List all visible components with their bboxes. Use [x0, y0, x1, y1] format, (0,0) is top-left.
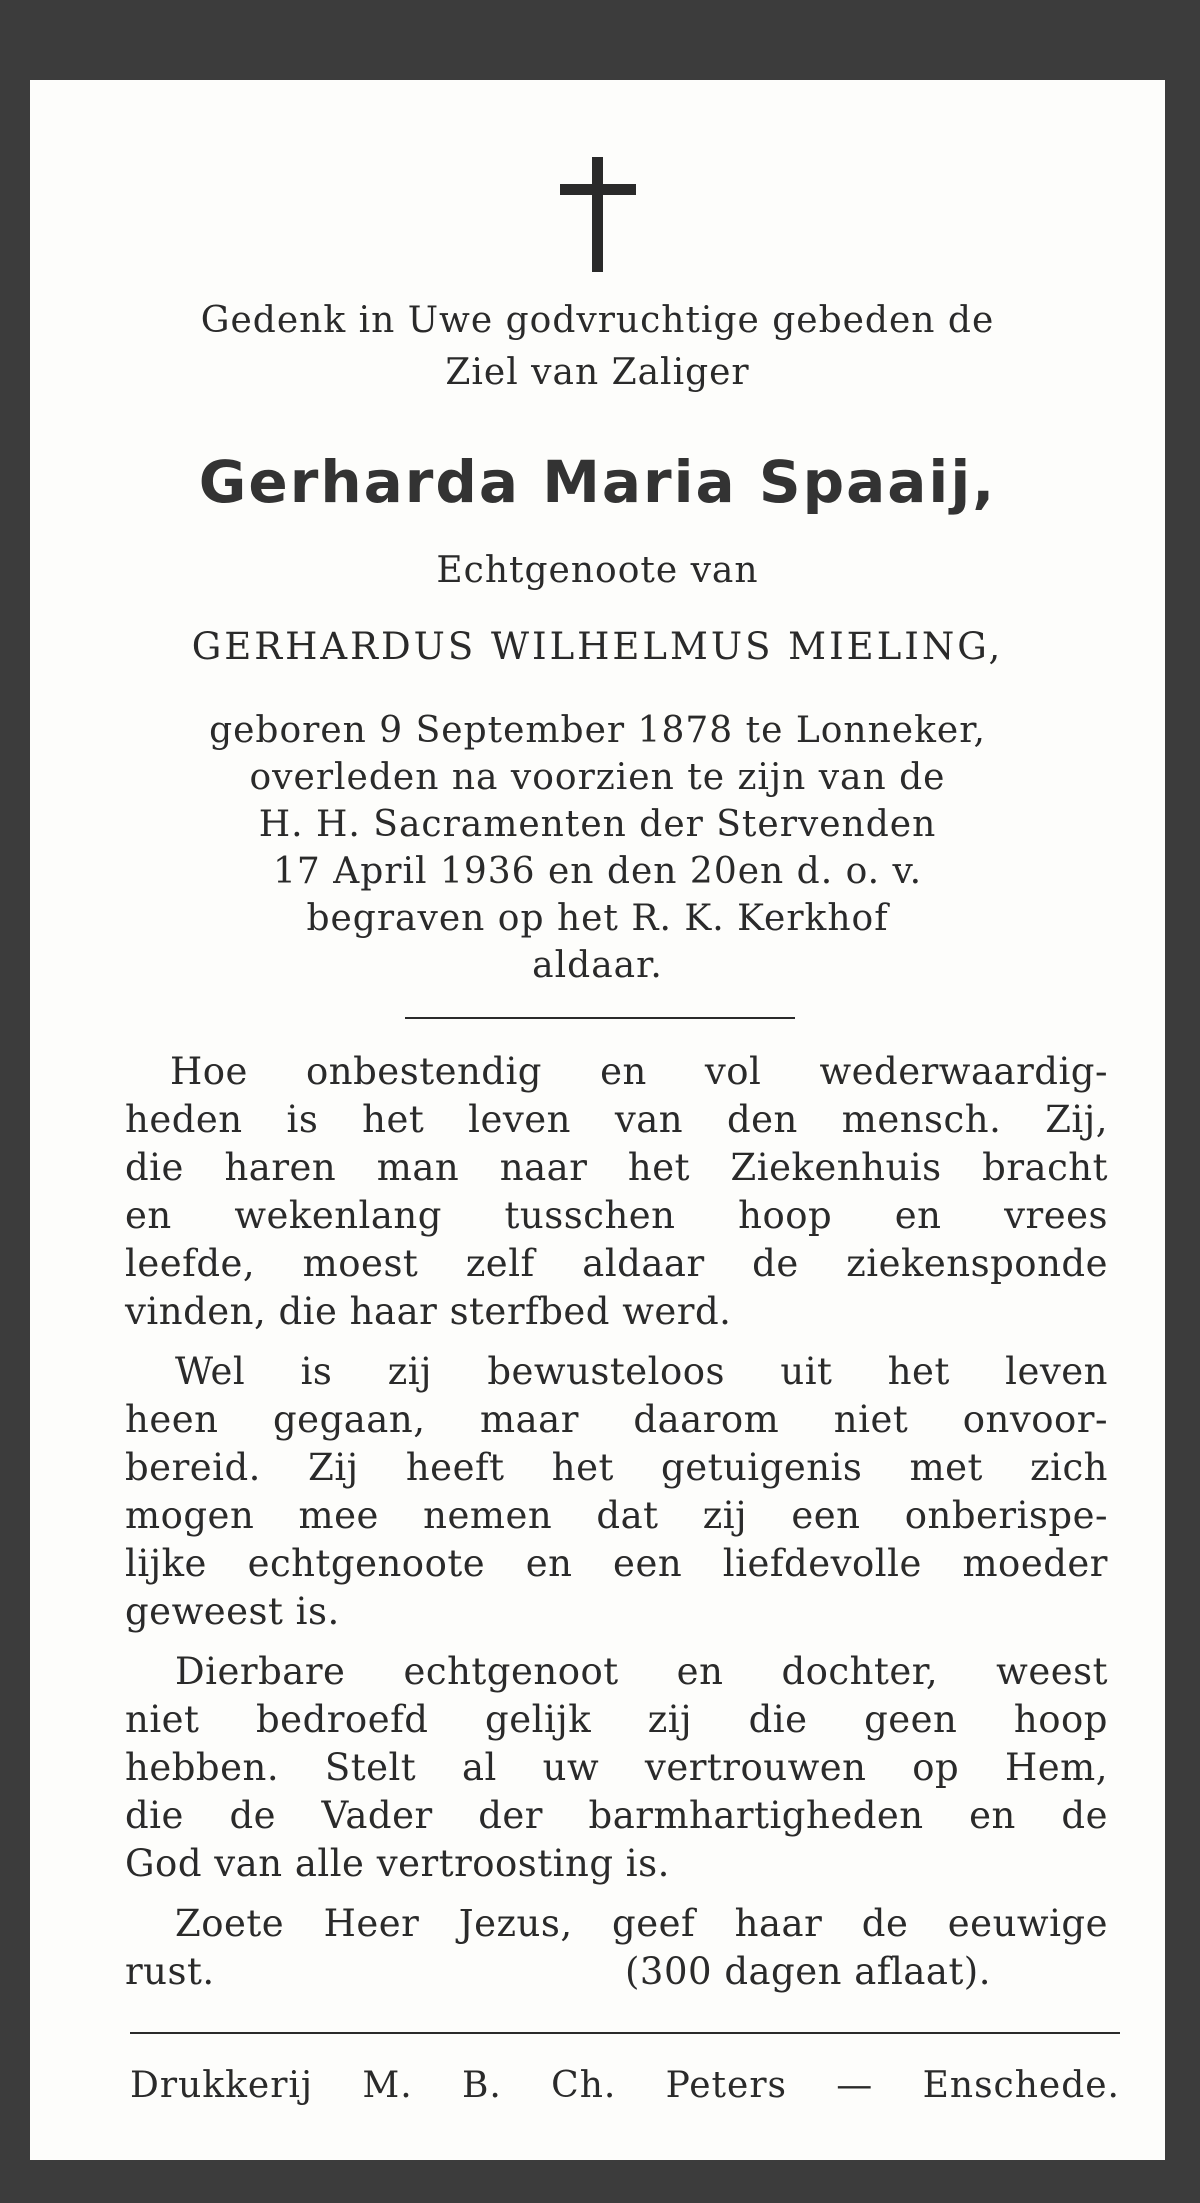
memorial-card [30, 80, 1165, 2160]
prayer-line-1: Zoete Heer Jezus, geef haar de eeuwige [175, 1902, 1108, 1945]
paragraph3-line-4: die de Vader der barmhartigheden en de [125, 1794, 1108, 1837]
paragraph2-line-1: Wel is zij bewusteloos uit het leven [175, 1350, 1108, 1393]
divider-short [405, 1017, 795, 1019]
paragraph1-line-1: Hoe onbestendig en vol wederwaardig- [170, 1050, 1108, 1093]
paragraph2-line-4: mogen mee nemen dat zij een onberispe- [125, 1494, 1108, 1537]
paragraph1-line-5: leefde, moest zelf aldaar de ziekensponde [125, 1242, 1108, 1285]
divider-footer [130, 2032, 1120, 2034]
paragraph3-line-2: niet bedroefd gelijk zij die geen hoop [125, 1698, 1108, 1741]
intro-line-2: Ziel van Zaliger [445, 352, 750, 393]
paragraph1-line-3: die haren man naar het Ziekenhuis bracht [125, 1146, 1108, 1189]
prayer-line-2: rust. [125, 1950, 215, 1993]
paragraph1-line-6: vinden, die haar sterfbed werd. [125, 1290, 732, 1333]
detail-line-6: aldaar. [532, 945, 663, 986]
detail-line-3: H. H. Sacramenten der Stervenden [258, 804, 937, 845]
intro-line-1: Gedenk in Uwe godvruchtige gebeden de [200, 300, 995, 341]
paragraph2-line-6: geweest is. [125, 1590, 340, 1633]
paragraph3-line-1: Dierbare echtgenoot en dochter, weest [175, 1650, 1108, 1693]
printer-imprint: Drukkerij M. B. Ch. Peters — Enschede. [130, 2065, 1120, 2106]
paragraph2-line-5: lijke echtgenoote en een liefdevolle moeder [125, 1542, 1108, 1585]
paragraph1-line-4: en wekenlang tusschen hoop en vrees [125, 1194, 1108, 1237]
cross-icon [560, 157, 640, 277]
spouse-name: GERHARDUS WILHELMUS MIELING, [191, 625, 1004, 668]
paragraph3-line-3: hebben. Stelt al uw vertrouwen op Hem, [125, 1746, 1108, 1789]
detail-line-1: geboren 9 September 1878 te Lonneker, [209, 710, 986, 751]
spouse-label: Echtgenoote van [436, 550, 759, 591]
detail-line-4: 17 April 1936 en den 20en d. o. v. [272, 851, 923, 892]
paragraph2-line-3: bereid. Zij heeft het getuigenis met zich [125, 1446, 1108, 1489]
indulgence-note: (300 dagen aflaat). [625, 1950, 992, 1993]
detail-line-2: overleden na voorzien te zijn van de [249, 757, 946, 798]
paragraph2-line-2: heen gegaan, maar daarom niet onvoor- [125, 1398, 1108, 1441]
paragraph3-line-5: God van alle vertroosting is. [125, 1842, 670, 1885]
deceased-name: Gerharda Maria Spaaij, [198, 448, 997, 516]
paragraph1-line-2: heden is het leven van den mensch. Zij, [125, 1098, 1108, 1141]
detail-line-5: begraven op het R. K. Kerkhof [306, 898, 889, 939]
